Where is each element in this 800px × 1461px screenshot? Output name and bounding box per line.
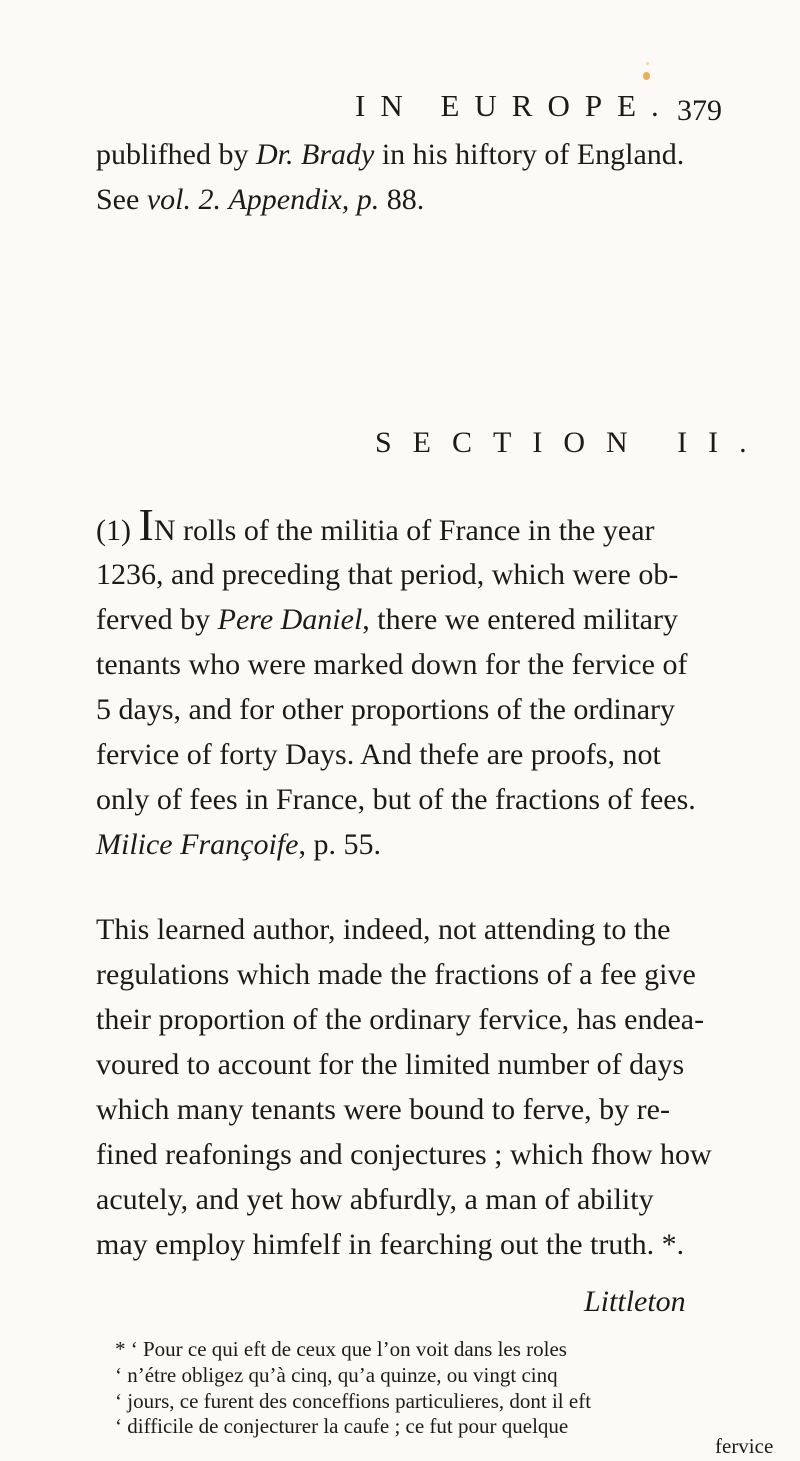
text-line: publifhed by Dr. Brady in his hiftory of England.	[96, 138, 685, 171]
running-title: IN EUROPE.	[355, 88, 674, 123]
text-line: only of fees in France, but of the fractions of fees.	[96, 783, 696, 816]
text-line: Milice Françoife, p. 55.	[96, 828, 381, 861]
footnote-line: ‘ difficile de conjecturer la caufe ; ce fut pour quelque	[115, 1414, 569, 1438]
catchword: Littleton	[584, 1285, 686, 1318]
text-line: fervice of forty Days. And thefe are proofs, not	[96, 738, 661, 771]
text-line: acutely, and yet how abfurdly, a man of ability	[96, 1183, 654, 1216]
footnote-line: ‘ jours, ce furent des conceffions particulieres, dont il eft	[115, 1389, 592, 1413]
page-header	[0, 88, 800, 138]
ink-speck-mark	[646, 62, 649, 65]
text-line: tenants who were marked down for the fervice of	[96, 648, 688, 681]
drop-cap: I	[138, 499, 154, 550]
text-line: 5 days, and for other proportions of the ordinary	[96, 693, 676, 726]
footnote-line: ‘ n’étre obligez qu’à cinq, qu’a quinze, ou vingt cinq	[115, 1363, 558, 1387]
footnote-line: * ‘ Pour ce qui eft de ceux que l’on voit dans les roles	[115, 1337, 567, 1361]
text-line: their proportion of the ordinary fervice, has endea-	[96, 1003, 705, 1036]
text-line: 1236, and preceding that period, which were ob-	[96, 558, 679, 591]
text-line: may employ himfelf in fearching out the truth. *.	[96, 1228, 685, 1261]
note-marker: (1)	[96, 514, 131, 547]
text-line: voured to account for the limited number of days	[96, 1048, 685, 1081]
text-line: regulations which made the fractions of a fee give	[96, 958, 696, 991]
ink-stain-mark	[643, 72, 650, 80]
text-line: ferved by Pere Daniel, there we entered military	[96, 603, 678, 636]
text-line: fined reafonings and conjectures ; which fhow how	[96, 1138, 712, 1171]
text-line: See vol. 2. Appendix, p. 88.	[96, 183, 425, 216]
text-line: (1) IN rolls of the militia of France in the year	[96, 499, 655, 550]
text-line: which many tenants were bound to ferve, by re-	[96, 1093, 670, 1126]
text-line: This learned author, indeed, not attending to the	[96, 913, 671, 946]
footnote-catchword: fervice	[715, 1434, 774, 1458]
page-number: 379	[677, 94, 722, 127]
section-heading: SECTION II.	[375, 426, 768, 459]
